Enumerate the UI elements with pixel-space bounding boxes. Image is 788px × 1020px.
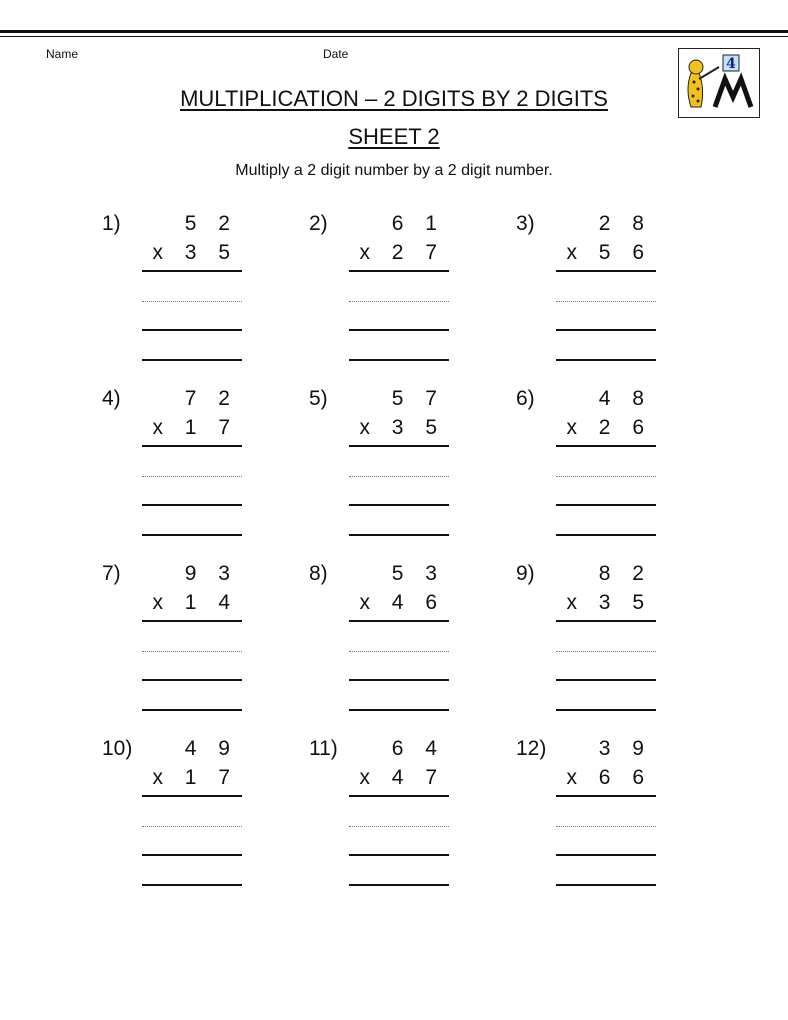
operation-line bbox=[142, 270, 242, 272]
carry-line[interactable] bbox=[349, 301, 449, 302]
multiplier: x 1 7 bbox=[152, 416, 238, 439]
multiplicand: 5 3 bbox=[391, 562, 445, 585]
problem-number: 7) bbox=[102, 562, 121, 585]
answer-line[interactable] bbox=[556, 534, 656, 536]
operation-line bbox=[142, 795, 242, 797]
problem-11 bbox=[309, 737, 489, 897]
partial-product-line[interactable] bbox=[556, 504, 656, 506]
multiplicand: 9 3 bbox=[184, 562, 238, 585]
answer-line[interactable] bbox=[142, 709, 242, 711]
problem-number: 5) bbox=[309, 387, 328, 410]
problem-number: 1) bbox=[102, 212, 121, 235]
problem-10 bbox=[102, 737, 282, 897]
instructions: Multiply a 2 digit number by a 2 digit number. bbox=[235, 162, 553, 179]
partial-product-line[interactable] bbox=[349, 329, 449, 331]
worksheet-title: MULTIPLICATION – 2 DIGITS BY 2 DIGITS bbox=[180, 86, 608, 111]
carry-line[interactable] bbox=[556, 301, 656, 302]
operation-line bbox=[556, 270, 656, 272]
multiplicand: 4 8 bbox=[598, 387, 652, 410]
partial-product-line[interactable] bbox=[142, 679, 242, 681]
multiplicand: 3 9 bbox=[598, 737, 652, 760]
operation-line bbox=[556, 795, 656, 797]
answer-line[interactable] bbox=[349, 709, 449, 711]
operation-line bbox=[349, 445, 449, 447]
multiplier: x 2 6 bbox=[566, 416, 652, 439]
problem-number: 12) bbox=[516, 737, 547, 760]
multiplier: x 4 7 bbox=[359, 766, 445, 789]
problem-number: 9) bbox=[516, 562, 535, 585]
multiplicand: 6 1 bbox=[391, 212, 445, 235]
problem-12 bbox=[516, 737, 696, 897]
problem-number: 6) bbox=[516, 387, 535, 410]
problem-number: 4) bbox=[102, 387, 121, 410]
multiplier: x 3 5 bbox=[152, 241, 238, 264]
multiplier: x 1 7 bbox=[152, 766, 238, 789]
carry-line[interactable] bbox=[142, 651, 242, 652]
multiplier: x 5 6 bbox=[566, 241, 652, 264]
problem-7 bbox=[102, 562, 282, 722]
operation-line bbox=[349, 795, 449, 797]
carry-line[interactable] bbox=[349, 826, 449, 827]
answer-line[interactable] bbox=[556, 884, 656, 886]
carry-line[interactable] bbox=[556, 826, 656, 827]
problem-9 bbox=[516, 562, 696, 722]
partial-product-line[interactable] bbox=[556, 679, 656, 681]
problem-number: 2) bbox=[309, 212, 328, 235]
multiplier: x 3 5 bbox=[359, 416, 445, 439]
answer-line[interactable] bbox=[142, 534, 242, 536]
partial-product-line[interactable] bbox=[556, 854, 656, 856]
partial-product-line[interactable] bbox=[349, 504, 449, 506]
math-salamanders-logo bbox=[678, 48, 760, 118]
partial-product-line[interactable] bbox=[142, 854, 242, 856]
problem-4 bbox=[102, 387, 282, 547]
answer-line[interactable] bbox=[556, 359, 656, 361]
problem-number: 3) bbox=[516, 212, 535, 235]
problem-6 bbox=[516, 387, 696, 547]
sheet-title: SHEET 2 bbox=[348, 124, 440, 149]
answer-line[interactable] bbox=[556, 709, 656, 711]
problem-3 bbox=[516, 212, 696, 372]
answer-line[interactable] bbox=[142, 884, 242, 886]
top-rule-thin bbox=[0, 36, 788, 37]
name-label: Name bbox=[46, 47, 79, 61]
multiplicand: 7 2 bbox=[184, 387, 238, 410]
carry-line[interactable] bbox=[142, 476, 242, 477]
problem-number: 8) bbox=[309, 562, 328, 585]
carry-line[interactable] bbox=[349, 476, 449, 477]
problem-8 bbox=[309, 562, 489, 722]
multiplicand: 5 7 bbox=[391, 387, 445, 410]
multiplicand: 6 4 bbox=[391, 737, 445, 760]
partial-product-line[interactable] bbox=[349, 854, 449, 856]
multiplicand: 2 8 bbox=[598, 212, 652, 235]
top-rule bbox=[0, 30, 788, 33]
partial-product-line[interactable] bbox=[142, 504, 242, 506]
carry-line[interactable] bbox=[142, 826, 242, 827]
logo-number: 4 bbox=[726, 56, 736, 72]
carry-line[interactable] bbox=[556, 651, 656, 652]
multiplier: x 6 6 bbox=[566, 766, 652, 789]
operation-line bbox=[142, 445, 242, 447]
operation-line bbox=[556, 445, 656, 447]
multiplicand: 4 9 bbox=[184, 737, 238, 760]
answer-line[interactable] bbox=[142, 359, 242, 361]
multiplier: x 2 7 bbox=[359, 241, 445, 264]
date-label: Date bbox=[323, 47, 349, 61]
operation-line bbox=[349, 270, 449, 272]
carry-line[interactable] bbox=[349, 651, 449, 652]
multiplicand: 5 2 bbox=[184, 212, 238, 235]
problem-5 bbox=[309, 387, 489, 547]
multiplier: x 3 5 bbox=[566, 591, 652, 614]
answer-line[interactable] bbox=[349, 884, 449, 886]
problem-1 bbox=[102, 212, 282, 372]
carry-line[interactable] bbox=[142, 301, 242, 302]
problem-2 bbox=[309, 212, 489, 372]
answer-line[interactable] bbox=[349, 359, 449, 361]
multiplier: x 4 6 bbox=[359, 591, 445, 614]
multiplier: x 1 4 bbox=[152, 591, 238, 614]
problem-number: 10) bbox=[102, 737, 133, 760]
multiplicand: 8 2 bbox=[598, 562, 652, 585]
operation-line bbox=[556, 620, 656, 622]
operation-line bbox=[349, 620, 449, 622]
operation-line bbox=[142, 620, 242, 622]
problem-number: 11) bbox=[309, 737, 338, 760]
partial-product-line[interactable] bbox=[349, 679, 449, 681]
partial-product-line[interactable] bbox=[556, 329, 656, 331]
partial-product-line[interactable] bbox=[142, 329, 242, 331]
answer-line[interactable] bbox=[349, 534, 449, 536]
carry-line[interactable] bbox=[556, 476, 656, 477]
